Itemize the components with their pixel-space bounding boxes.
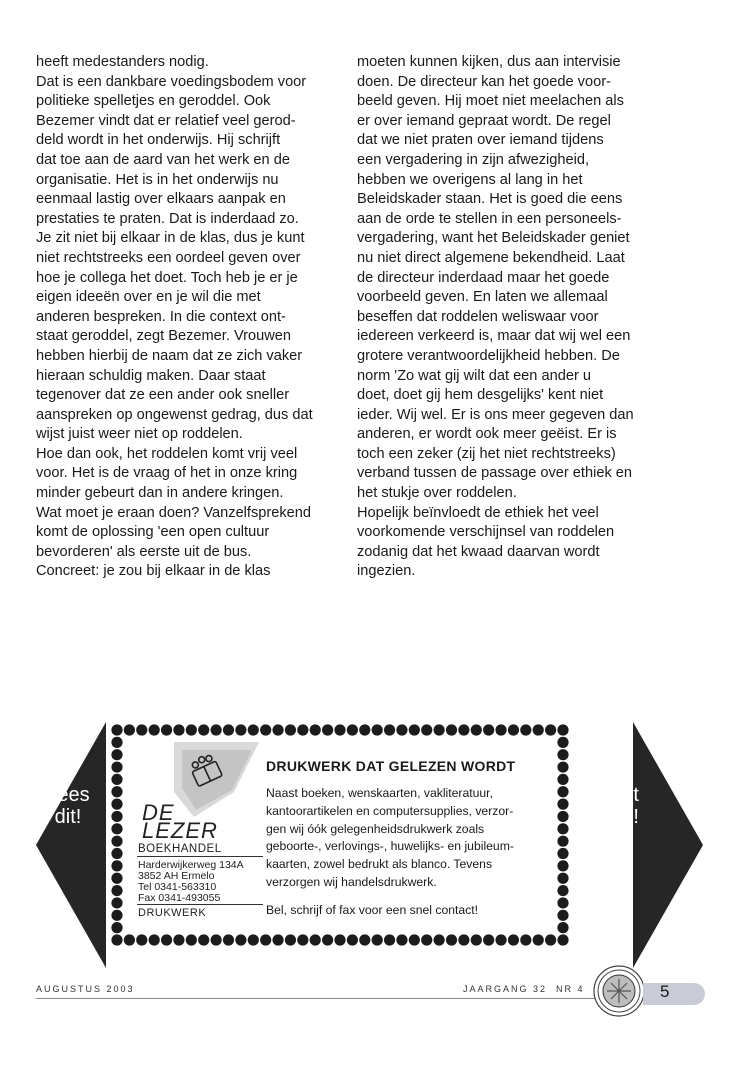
footer-volume-number: JAARGANG 32 NR 4 [463, 984, 585, 994]
let-op-line-2: op! [611, 806, 639, 828]
border-dot [434, 724, 445, 735]
border-dot [111, 873, 122, 884]
ad-body-line: kantoorartikelen en computersupplies, verzor- [266, 803, 514, 818]
border-dot [557, 786, 568, 797]
border-dot [111, 786, 122, 797]
ad-body-line: kaarten, zowel bedrukt als blanco. Tevens [266, 857, 493, 872]
article-line: dat toe aan de aard van het werk en de [36, 151, 290, 168]
article-line: anderen bespreken. In die context ont- [36, 308, 286, 325]
article-line: heeft medestanders nodig. [36, 54, 209, 70]
border-dot [111, 848, 122, 859]
border-dot [396, 724, 407, 735]
lees-dit-line-2: dit! [54, 806, 82, 828]
article-line: Hopelijk beïnvloedt de ethiek het veel [357, 504, 599, 521]
logo-rule-2 [137, 904, 263, 905]
border-dot [111, 823, 122, 834]
article-line: deld wordt in het onderwijs. Hij schrijft [36, 132, 281, 149]
article-line: er over iemand gepraat wordt. De regel [357, 112, 611, 129]
ad-body-line: geboorte-, verlovings-, huwelijks- en jubileum- [266, 839, 514, 854]
article-line: Dat is een dankbare voedingsbodem voor [36, 73, 307, 90]
address-line-1: Harderwijkerweg 134A [138, 859, 244, 871]
article-line: aan de orde te stellen in een personeels- [357, 210, 622, 227]
article-line: vergadering, want het Beleidskader geniet [357, 230, 630, 247]
border-dot [272, 724, 283, 735]
ad-contact-line: Bel, schrijf of fax voor een snel contact! [266, 903, 479, 917]
border-dot [483, 724, 494, 735]
border-dot [557, 737, 568, 748]
article-line: beeld geven. Hij moet niet meelachen als [357, 93, 624, 110]
border-dot [111, 860, 122, 871]
border-dot [557, 848, 568, 859]
border-dot [446, 724, 457, 735]
article-line: niet rechtstreeks een oordeel geven over [36, 249, 301, 266]
border-dot [557, 910, 568, 921]
article-line: hebben hierbij de naam dat ze zich vaker [36, 347, 303, 364]
border-dot [111, 749, 122, 760]
border-dot [124, 724, 135, 735]
article-line: iedereen verkeerd is, maar dat wij wel een [357, 328, 631, 345]
border-dot [557, 934, 568, 945]
border-dot [545, 934, 556, 945]
border-dot [557, 811, 568, 822]
border-dot [495, 934, 506, 945]
article-line: moeten kunnen kijken, dus aan intervisie [357, 54, 621, 70]
article-line: tegenover dat ze een ander ook sneller [36, 387, 290, 404]
border-dot [161, 724, 172, 735]
logo-name-lezer: LEZER [142, 818, 218, 843]
shop-type: BOEKHANDEL [138, 843, 222, 855]
article-line: ieder. Wij wel. Er is ons meer gegeven dan [357, 406, 634, 423]
address-line-2: 3852 AH Ermelo [138, 870, 215, 882]
article-line: doen. De directeur kan het goede voor- [357, 73, 611, 90]
border-dot [248, 934, 259, 945]
border-dot [557, 799, 568, 810]
border-dot [557, 749, 568, 760]
lees-dit-line-1: Lees [46, 784, 90, 806]
border-dot [334, 724, 345, 735]
article-line: komt de oplossing 'een open cultuur [36, 524, 270, 541]
border-dot [111, 799, 122, 810]
border-dot [111, 897, 122, 908]
border-dot [557, 873, 568, 884]
border-dot [136, 934, 147, 945]
border-dot [557, 885, 568, 896]
border-dot [508, 724, 519, 735]
let-op-line-1: Let [611, 784, 639, 806]
border-dot [557, 897, 568, 908]
border-dot [297, 724, 308, 735]
border-dot [446, 934, 457, 945]
article-line: nu niet direct algemene bekendheid. Laat [357, 249, 625, 266]
article-line: bevorderen' als eerste uit de bus. [36, 543, 252, 560]
article-line: prestaties te praten. Dat is inderdaad zo. [36, 210, 299, 227]
border-dot [372, 934, 383, 945]
border-dot [310, 724, 321, 735]
article-line: minder gebeurt dan in andere kringen. [36, 485, 284, 502]
border-dot [248, 724, 259, 735]
border-dot [111, 737, 122, 748]
article-line: staat geroddel, zegt Bezemer. Vrouwen [36, 328, 291, 345]
border-dot [186, 724, 197, 735]
border-dot [186, 934, 197, 945]
logo-name-de: DE [142, 800, 175, 825]
border-dot [557, 836, 568, 847]
border-dot [533, 934, 544, 945]
border-dot [149, 934, 160, 945]
border-dot [272, 934, 283, 945]
article-line: hoe je collega het doet. Toch heb je er je [36, 269, 298, 286]
article-line: dat we niet praten over iemand tijdens [357, 132, 604, 149]
ad-body-line: gen wij óók gelegenheidsdrukwerk zoals [266, 821, 485, 836]
border-dot [372, 724, 383, 735]
article-line: het stukje over roddelen. [357, 485, 517, 502]
article-line: eigen ideeën over en je wil die met [36, 289, 261, 306]
border-dot [297, 934, 308, 945]
border-dot [111, 836, 122, 847]
border-dot [557, 860, 568, 871]
article-line: norm 'Zo wat gij wilt dat een ander u [357, 367, 591, 384]
page-number: 5 [660, 982, 670, 1001]
ad-body-line: Naast boeken, wenskaarten, vakliteratuur, [266, 786, 493, 800]
border-dot [334, 934, 345, 945]
article-line: zodanig dat het kwaad daarvan wordt [357, 543, 600, 560]
border-dot [161, 934, 172, 945]
border-dot [533, 724, 544, 735]
border-dot [495, 724, 506, 735]
border-dot [483, 934, 494, 945]
ad-body [266, 785, 514, 892]
ad-headline: DRUKWERK DAT GELEZEN WORDT [266, 758, 516, 774]
article-line: grotere verantwoordelijkheid hebben. De [357, 347, 620, 364]
article-line: voorbeeld geven. En laten we allemaal [357, 289, 608, 306]
address-phone: Tel 0341-563310 [138, 881, 217, 893]
article-line: de directeur inderdaad maar het goede [357, 269, 610, 286]
article-line: wijst juist weer niet op roddelen. [36, 426, 243, 443]
border-dot [235, 934, 246, 945]
border-dot [557, 823, 568, 834]
border-dot [347, 934, 358, 945]
article-line: voor. Het is de vraag of het in onze kring [36, 465, 298, 482]
article-line: Hoe dan ook, het roddelen komt vrij veel [36, 445, 298, 462]
article-line: Concreet: je zou bij elkaar in de klas [36, 563, 271, 580]
shop-tagline: DRUKWERK [138, 907, 207, 919]
border-dot [557, 774, 568, 785]
page-number-tab [643, 983, 705, 1005]
border-dot [173, 724, 184, 735]
article-line: anderen, er wordt ook meer geëist. Er is [357, 426, 617, 443]
border-dot [198, 724, 209, 735]
border-dot [557, 761, 568, 772]
border-dot [421, 934, 432, 945]
article-line: politieke spelletjes en geroddel. Ook [36, 93, 271, 110]
border-dot [409, 934, 420, 945]
article-line: Wat moet je eraan doen? Vanzelfsprekend [36, 504, 312, 521]
article-line: aanspreken op ongewenst gedrag, dus dat [36, 406, 313, 423]
border-dot [434, 934, 445, 945]
border-dot [111, 922, 122, 933]
article-line: een vergadering in zijn afwezigheid, [357, 151, 590, 168]
article-line: eenmaal lastig over elkaars aanpak en [36, 191, 286, 208]
article-line: toch een zeker (zij het niet rechtstreeks) [357, 445, 616, 462]
border-dot [359, 724, 370, 735]
border-dot [359, 934, 370, 945]
border-dot [136, 724, 147, 735]
article-line: Bezemer vindt dat er relatief veel gerod- [36, 112, 296, 129]
ad-body-line: verzorgen wij handelsdrukwerk. [266, 874, 437, 889]
border-dot [223, 934, 234, 945]
article-line: hebben we overigens al lang in het [357, 171, 583, 188]
border-dot [111, 774, 122, 785]
border-dot [396, 934, 407, 945]
border-dot [260, 934, 271, 945]
article-line: beseffen dat roddelen weliswaar voor [357, 308, 599, 325]
article-line: voorkomende verschijnsel van roddelen [357, 524, 615, 541]
logo-rule-1 [137, 856, 263, 857]
border-dot [111, 885, 122, 896]
border-dot [211, 724, 222, 735]
address-fax: Fax 0341-493055 [138, 892, 221, 904]
border-dot [111, 811, 122, 822]
article-line: organisatie. Het is in het onderwijs nu [36, 171, 279, 188]
emblem-seal-icon [592, 964, 646, 1018]
border-dot [322, 934, 333, 945]
border-dot [545, 724, 556, 735]
border-dot [471, 724, 482, 735]
article-line: Je zit niet bij elkaar in de klas, dus je kunt [36, 230, 305, 247]
border-dot [285, 724, 296, 735]
border-dot [223, 724, 234, 735]
border-dot [173, 934, 184, 945]
border-dot [520, 724, 531, 735]
border-dot [384, 934, 395, 945]
border-dot [322, 724, 333, 735]
border-dot [557, 724, 568, 735]
border-dot [508, 934, 519, 945]
border-dot [198, 934, 209, 945]
border-dot [111, 910, 122, 921]
border-dot [260, 724, 271, 735]
border-dot [458, 934, 469, 945]
article-line: doet, doet gij hem desgelijks' kent niet [357, 387, 604, 404]
border-dot [211, 934, 222, 945]
border-dot [235, 724, 246, 735]
border-dot [458, 724, 469, 735]
article-line: ingezien. [357, 563, 416, 580]
border-dot [347, 724, 358, 735]
border-dot [520, 934, 531, 945]
border-dot [471, 934, 482, 945]
border-dot [124, 934, 135, 945]
article-line: Beleidskader staan. Het is goed die eens [357, 191, 623, 208]
border-dot [285, 934, 296, 945]
de-lezer-logo [134, 742, 269, 922]
border-dot [111, 724, 122, 735]
article-line: verband tussen de passage over ethiek en [357, 465, 633, 482]
border-dot [111, 761, 122, 772]
footer-rule [36, 998, 596, 999]
border-dot [421, 724, 432, 735]
border-dot [409, 724, 420, 735]
border-dot [111, 934, 122, 945]
border-dot [149, 724, 160, 735]
footer-issue-month: AUGUSTUS 2003 [36, 984, 135, 994]
border-dot [310, 934, 321, 945]
article-line: hieraan schuldig maken. Daar staat [36, 367, 266, 384]
border-dot [557, 922, 568, 933]
border-dot [384, 724, 395, 735]
